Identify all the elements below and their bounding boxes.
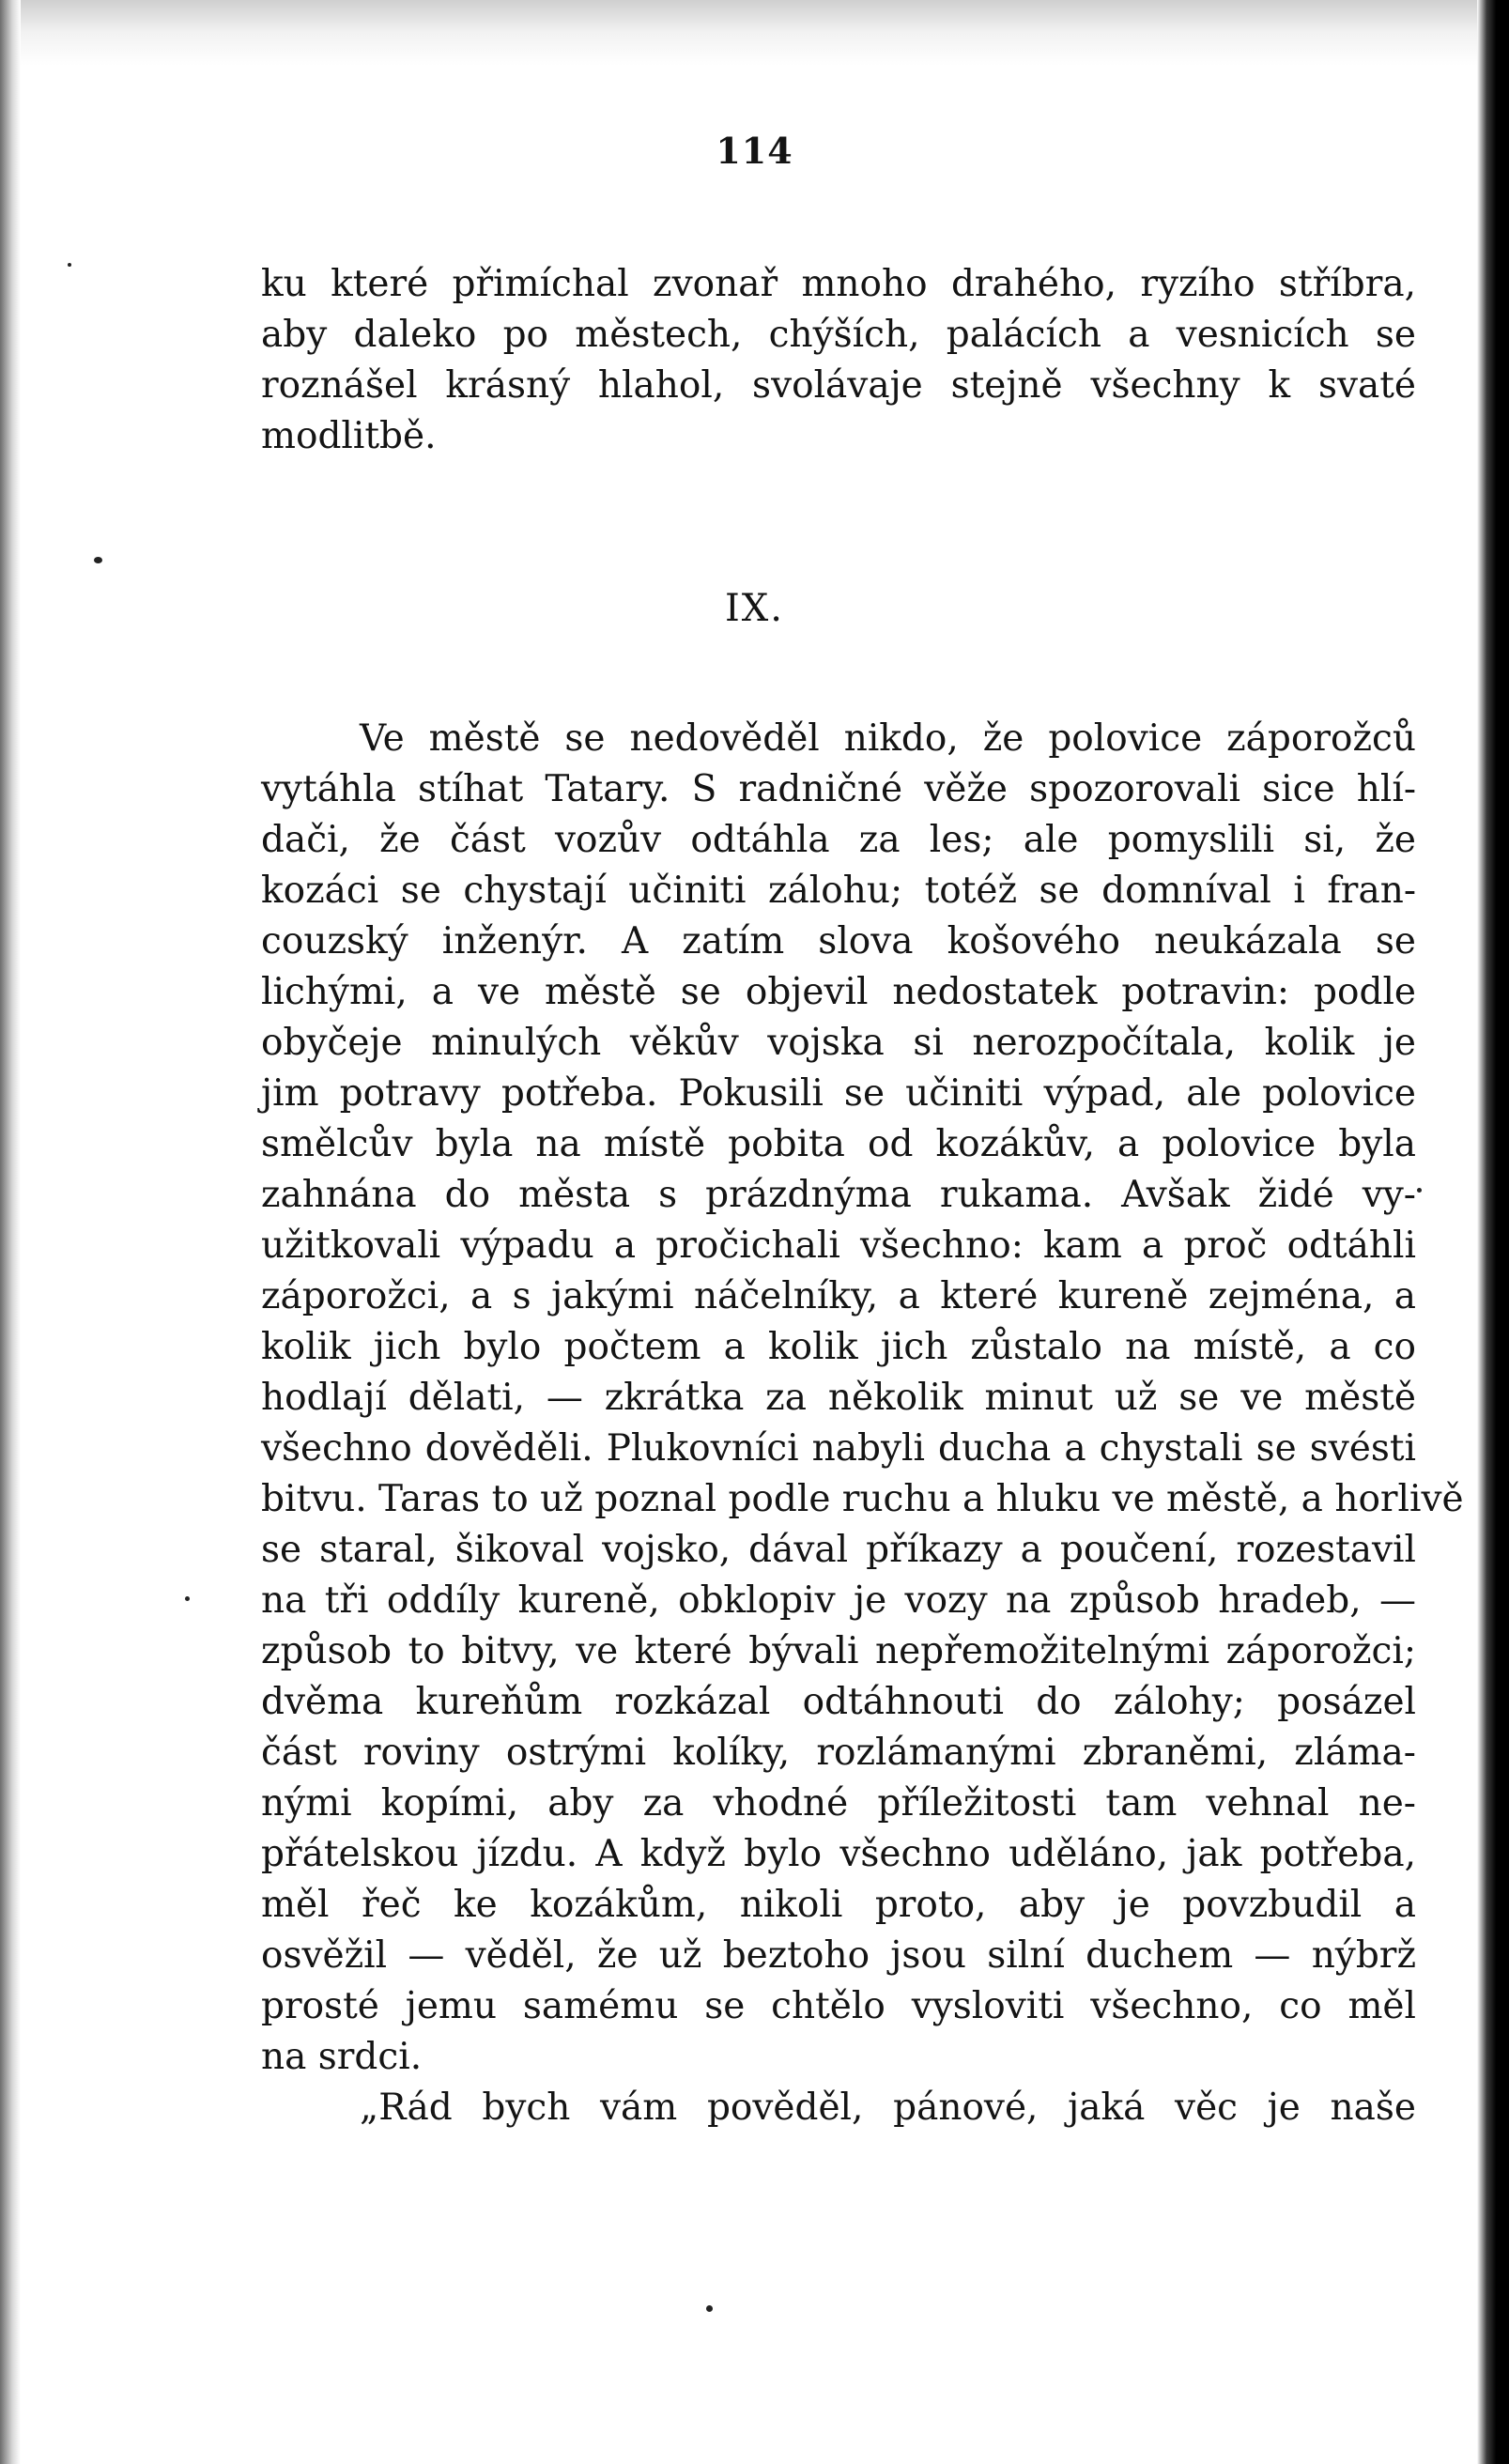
page-number: 114	[716, 130, 793, 172]
text-line: užitkovali výpadu a pročichali všechno: kam a proč odtáhli	[261, 1224, 1416, 1267]
text-line: jim potravy potřeba. Pokusili se učiniti výpad, ale polovice	[261, 1072, 1416, 1115]
scan-shadow-right	[1477, 0, 1509, 2464]
print-speck	[1417, 1188, 1422, 1193]
text-line: aby daleko po městech, chýších, palácích a vesnicích se	[261, 314, 1416, 356]
text-line: část roviny ostrými kolíky, rozlámanými zbraněmi, zláma-	[261, 1732, 1416, 1774]
text-line: na srdci.	[261, 2036, 423, 2078]
text-line: „Rád bych vám pověděl, pánové, jaká věc je naše	[360, 2087, 1416, 2129]
text-line: hodlají dělati, — zkrátka za několik minut už se ve městě	[261, 1377, 1416, 1419]
text-line: kolik jich bylo počtem a kolik jich zůstalo na místě, a co	[261, 1326, 1416, 1368]
text-line: lichými, a ve městě se objevil nedostatek potravin: podle	[261, 971, 1416, 1013]
text-line: couzský inženýr. A zatím slova košového neukázala se	[261, 920, 1416, 962]
text-line: zahnána do města s prázdnýma rukama. Avšak židé vy-	[261, 1174, 1416, 1216]
main-paragraph	[261, 714, 1464, 2133]
text-line: osvěžil — věděl, že už beztoho jsou silní duchem — nýbrž	[261, 1934, 1416, 1977]
top-paragraph	[261, 259, 1416, 462]
scan-shadow-left	[0, 0, 21, 2464]
scan-shadow-top	[0, 0, 1509, 66]
text-line: modlitbě.	[261, 415, 437, 457]
print-speck	[185, 1596, 190, 1601]
text-line: dači, že část vozův odtáhla za les; ale pomyslili si, že	[261, 819, 1416, 861]
text-line: záporožci, a s jakými náčelníky, a které kureně zejména, a	[261, 1275, 1416, 1317]
text-line: nými kopími, aby za vhodné příležitosti tam vehnal ne-	[261, 1782, 1416, 1825]
text-line: prosté jemu samému se chtělo vysloviti všechno, co měl	[261, 1985, 1416, 2027]
text-line: bitvu. Taras to už poznal podle ruchu a hluku ve městě, a horlivě	[261, 1478, 1464, 1520]
text-line: kozáci se chystají učiniti zálohu; totéž se domníval i fran-	[261, 870, 1416, 912]
print-speck	[706, 2305, 713, 2312]
text-line: se staral, šikoval vojsko, dával příkazy a poučení, rozestavil	[261, 1529, 1416, 1571]
text-line: roznášel krásný hlahol, svolávaje stejně všechny k svaté	[261, 364, 1416, 407]
text-line: obyčeje minulých věkův vojska si nerozpočítala, kolik je	[261, 1022, 1416, 1064]
print-speck	[94, 557, 102, 563]
chapter-heading: IX.	[725, 587, 784, 630]
text-line: všechno dověděli. Plukovníci nabyli ducha a chystali se svésti	[261, 1427, 1416, 1470]
text-line: Ve městě se nedověděl nikdo, že polovice záporožců	[360, 717, 1416, 760]
text-line: dvěma kureňům rozkázal odtáhnouti do zálohy; posázel	[261, 1681, 1416, 1723]
text-line: přátelskou jízdu. A když bylo všechno uděláno, jak potřeba,	[261, 1833, 1416, 1875]
text-line: měl řeč ke kozákům, nikoli proto, aby je povzbudil a	[261, 1884, 1416, 1926]
print-speck	[68, 263, 71, 267]
text-line: vytáhla stíhat Tatary. S radničné věže spozorovali sice hlí-	[261, 768, 1416, 810]
text-line: smělcův byla na místě pobita od kozákův, a polovice byla	[261, 1123, 1416, 1165]
text-line: na tři oddíly kureně, obklopiv je vozy na způsob hradeb, —	[261, 1579, 1416, 1622]
text-line: ku které přimíchal zvonař mnoho drahého, ryzího stříbra,	[261, 263, 1416, 305]
text-line: způsob to bitvy, ve které bývali nepřemožitelnými záporožci;	[261, 1630, 1416, 1672]
